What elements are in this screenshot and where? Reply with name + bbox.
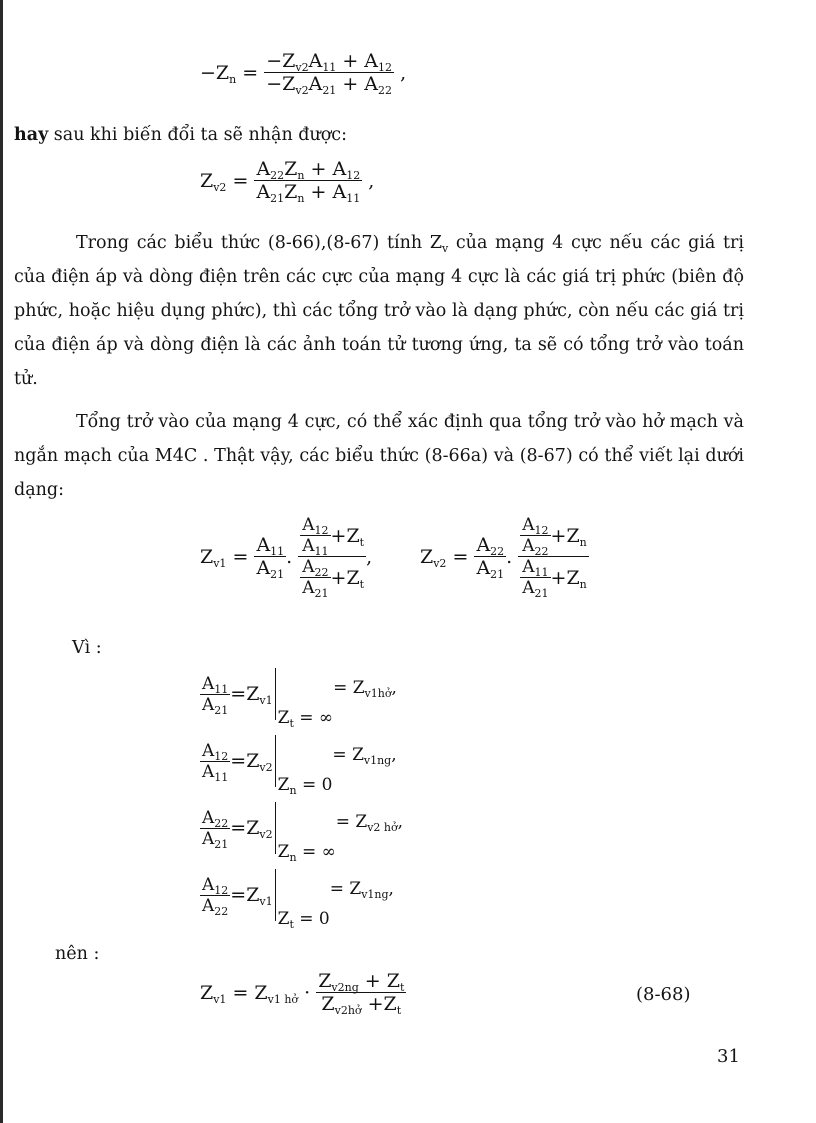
equation-zn: $-Z_n$ = $\frac{-Z_{v2}A_{11} + A_{12}}{-Z_{v2}A_{21} + A_{22}}$ , xyxy=(200,50,407,97)
paragraph-2: Tổng trở vào của mạng 4 cực, có thể xác định qua tổng trở vào hở mạch và ngắn mạch của M4C . Thật vậy, các biểu thức (8-66a) và (8-67) có thể viết lại dưới dạng: xyxy=(14,412,744,500)
nen-label: nên : xyxy=(55,944,100,964)
condition-line: $\frac{A_{11}}{A_{21}}$ $=Z_{v1}Z_t$ = ∞= $Z_{v1hở}$, xyxy=(200,668,397,728)
vi-label: Vì : xyxy=(72,638,102,658)
condition-line: $\frac{A_{22}}{A_{21}}$ $=Z_{v2}Z_n$ = ∞= $Z_{v2 hở}$, xyxy=(200,802,403,862)
condition-line: $\frac{A_{12}}{A_{11}}$ $=Z_{v2}Z_n = 0= Z_{v1ng}$, xyxy=(200,735,397,795)
equation-zv2: $Z_{v2}$ = $\frac{A_{22}Z_n + A_{12}}{A_{21}Z_n + A_{11}}$ , xyxy=(200,158,375,205)
equation-zv1-ratio: $Z_{v1}$ = $\frac{A_{11}}{A_{21}}$ . $\frac{A_{12}}{A_{11}}$ $+Z_t$ $\frac{A_{22}}{A_{21}}$ $+Z_t$ , xyxy=(200,515,373,600)
page-edge-shadow xyxy=(0,0,3,1123)
hay-label: hay xyxy=(14,125,49,145)
paragraph-1: Trong các biểu thức (8-66),(8-67) tính $Z_v$ của mạng 4 cực nếu các giá trị của điện áp và dòng điện trên các cực của mạng 4 cực là các giá trị phức (biên độ phức, hoặc hiệu dụng phức), thì các tổng trở vào là dạng phức, còn nếu các giá trị của điện áp và dòng điện là các ảnh toán tử tương ứng, ta sẽ có tổng trở vào toán tử. xyxy=(14,233,744,389)
equation-8-68: $Z_{v1} = Z_{v1 hở}$ · $\frac{Z_{v2ng} + Z_t}{Z_{v2hở} +Z_t}$ xyxy=(200,970,405,1017)
equation-zv2-ratio: $Z_{v2}$ = $\frac{A_{22}}{A_{21}}$ . $\frac{A_{12}}{A_{22}}$ $+Z_n$ $\frac{A_{11}}{A_{21}}$ $+Z_n$ xyxy=(420,515,587,600)
condition-line: $\frac{A_{12}}{A_{22}}$ $=Z_{v1}Z_t = 0= Z_{v1ng}$, xyxy=(200,869,394,929)
equation-number: (8-68) xyxy=(636,984,691,1005)
transition-line: hay sau khi biến đổi ta sẽ nhận được: xyxy=(14,125,347,145)
page-number: 31 xyxy=(717,1046,740,1067)
